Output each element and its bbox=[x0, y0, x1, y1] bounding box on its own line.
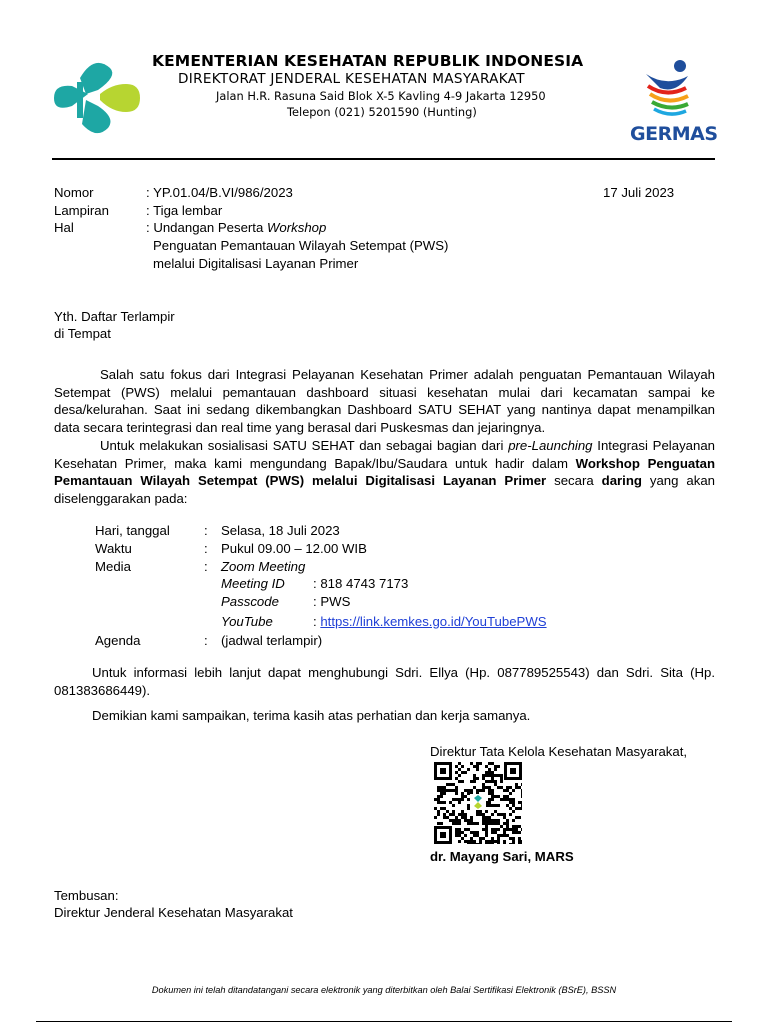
signatory-title: Direktur Tata Kelola Kesehatan Masyarakat, bbox=[430, 744, 688, 759]
meeting-id-label: Meeting ID bbox=[221, 576, 285, 591]
passcode-label: Passcode bbox=[221, 594, 279, 609]
germas-logo bbox=[640, 56, 700, 118]
waktu-colon: : bbox=[204, 541, 208, 556]
youtube-value: : https://link.kemkes.go.id/YouTubePWS bbox=[313, 614, 547, 629]
nomor-label: Nomor bbox=[54, 185, 94, 200]
agenda-value: (jadwal terlampir) bbox=[221, 633, 323, 648]
kemenkes-logo bbox=[52, 54, 144, 140]
recipient-line-1: Yth. Daftar Terlampir bbox=[54, 309, 175, 324]
hal-value: : Undangan Peserta Workshop bbox=[146, 220, 327, 235]
esign-footer-note: Dokumen ini telah ditandatangani secara elektronik yang diterbitkan oleh Balai Sertifikasi Elektronik (BSrE), BSSN bbox=[151, 985, 617, 995]
nomor-value: : YP.01.04/B.VI/986/2023 bbox=[146, 185, 293, 200]
letter-date: 17 Juli 2023 bbox=[603, 185, 675, 200]
media-value: Zoom Meeting bbox=[221, 559, 306, 574]
lampiran-label: Lampiran bbox=[54, 203, 109, 218]
body-paragraph-1: Salah satu fokus dari Integrasi Pelayanan Kesehatan Primer adalah penguatan Pemantauan Wilayah Setempat (PWS) melalui pemantauan dashboard situasi kesehatan mulai dari kecamatan sampai ke desa/kelurahan. Saat ini sedang dikembangkan Dashboard SATU SEHAT yang nantinya dapat menampilkan data secara terintegrasi dan real time yang berasal dari Puskesmas dan jejaringnya. bbox=[54, 367, 715, 435]
youtube-label: YouTube bbox=[221, 614, 273, 629]
body-paragraph-2: Untuk melakukan sosialisasi SATU SEHAT dan sebagai bagian dari pre-Launching Integrasi Pelayanan Kesehatan Primer, maka kami mengundang Bapak/Ibu/Saudara untuk hadir dalam Workshop Penguatan Pemantauan Wilayah Setempat (PWS) melalui Digitalisasi Layanan Primer secara daring yang akan diselenggarakan pada: bbox=[54, 438, 716, 506]
cc-item: Direktur Jenderal Kesehatan Masyarakat bbox=[54, 905, 293, 920]
closing-paragraph: Demikian kami sampaikan, terima kasih atas perhatian dan kerja samanya. bbox=[92, 708, 531, 723]
passcode-value: : PWS bbox=[313, 594, 351, 609]
germas-label: GERMAS bbox=[630, 123, 718, 145]
directorate-name: DIREKTORAT JENDERAL KESEHATAN MASYARAKAT bbox=[178, 71, 525, 87]
media-label: Media bbox=[95, 559, 131, 574]
waktu-label: Waktu bbox=[95, 541, 132, 556]
ministry-name: KEMENTERIAN KESEHATAN REPUBLIK INDONESIA bbox=[152, 52, 584, 70]
youtube-link[interactable]: https://link.kemkes.go.id/YouTubePWS bbox=[320, 614, 547, 629]
hal-line-2: Penguatan Pemantauan Wilayah Setempat (PWS) bbox=[153, 238, 449, 253]
phone: Telepon (021) 5201590 (Hunting) bbox=[287, 105, 477, 119]
agenda-label: Agenda bbox=[95, 633, 141, 648]
meeting-id-value: : 818 4743 7173 bbox=[313, 576, 409, 591]
waktu-value: Pukul 09.00 – 12.00 WIB bbox=[221, 541, 367, 556]
hari-value: Selasa, 18 Juli 2023 bbox=[221, 523, 340, 538]
agenda-colon: : bbox=[204, 633, 208, 648]
header-divider bbox=[52, 158, 715, 160]
signatory-name: dr. Mayang Sari, MARS bbox=[430, 849, 574, 864]
lampiran-value: : Tiga lembar bbox=[146, 203, 223, 218]
cc-label: Tembusan: bbox=[54, 888, 119, 903]
hari-colon: : bbox=[204, 523, 208, 538]
hari-label: Hari, tanggal bbox=[95, 523, 170, 538]
hal-line-3: melalui Digitalisasi Layanan Primer bbox=[153, 256, 359, 271]
recipient-line-2: di Tempat bbox=[54, 326, 111, 341]
info-paragraph: Untuk informasi lebih lanjut dapat menghubungi Sdri. Ellya (Hp. 087789525543) dan Sdri. Sita (Hp. 081383686449). bbox=[54, 665, 715, 698]
footer-divider bbox=[36, 1021, 732, 1022]
address: Jalan H.R. Rasuna Said Blok X-5 Kavling 4-9 Jakarta 12950 bbox=[216, 89, 546, 103]
hal-label: Hal bbox=[54, 220, 74, 235]
media-colon: : bbox=[204, 559, 208, 574]
signature-qr-code bbox=[434, 762, 522, 844]
